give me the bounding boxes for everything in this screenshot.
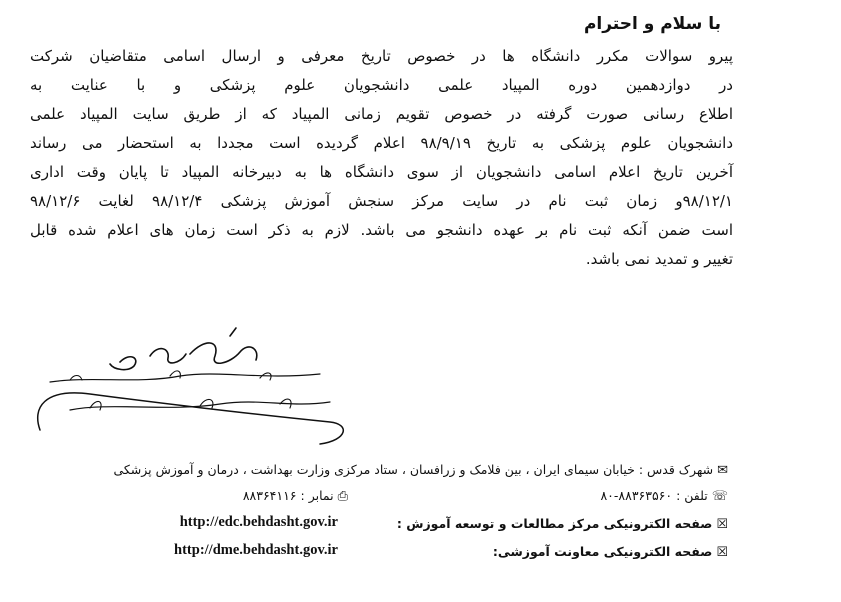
phone-label: تلفن : <box>676 488 708 503</box>
dme-label: صفحه الکترونیکی معاونت آموزشی: <box>492 544 713 559</box>
footer-edc-row <box>397 516 728 532</box>
letter-footer <box>108 458 728 578</box>
letter-body <box>30 42 733 274</box>
fax-number: ۸۸۳۶۴۱۱۶ <box>242 488 297 503</box>
phone-icon: ☏ <box>711 489 728 504</box>
footer-fax-row <box>243 488 348 504</box>
body-line: پیرو سوالات مکرر دانشگاه ها در خصوص تاریخ معرفی و ارسال اسامی متقاضیان شرکت <box>30 47 733 65</box>
footer-phone-row <box>600 488 728 504</box>
body-line: ۹۸/۱۲/۱و زمان ثبت نام در سایت مرکز سنجش آموزش پزشکی ۹۸/۱۲/۴ لغایت ۹۸/۱۲/۶ <box>30 192 733 210</box>
phone-number: ۸۸۳۶۳۵۶۰-۸۰ <box>600 488 673 503</box>
edc-url[interactable]: http://edc.behdasht.gov.ir <box>179 514 338 530</box>
fax-label: نمابر : <box>300 488 334 503</box>
dme-url[interactable]: http://dme.behdasht.gov.ir <box>174 542 338 558</box>
body-line: دانشجویان علوم پزشکی به تاریخ ۹۸/۹/۱۹ اعلام گردیده است مجددا به استحضار می رساند <box>30 134 734 152</box>
footer-dme-row <box>493 544 728 560</box>
body-line: آخرین تاریخ اعلام اسامی دانشجویان از سوی دانشگاه ها به دبیرخانه المپیاد تا پایان وقت اداری <box>30 163 733 181</box>
body-line: در دوازدهمین دوره المپیاد علمی دانشجویان علوم پزشکی و با عنایت به <box>30 76 733 94</box>
web-box-icon: ☒ <box>716 545 728 560</box>
body-line: تغییر و تمدید نمی باشد. <box>585 250 733 268</box>
footer-address-row <box>113 462 728 478</box>
edc-label: صفحه الکترونیکی مرکز مطالعات و توسعه آموزش : <box>396 516 713 531</box>
fax-icon: ⎙ <box>337 489 348 504</box>
body-line: اطلاع رسانی صورت گرفته در خصوص تقویم زمانی المپیاد که از طریق سایت المپیاد علمی <box>30 105 733 123</box>
web-box-icon: ☒ <box>716 517 728 532</box>
greeting: با سلام و احترام <box>583 14 721 34</box>
address-icon: ✉ <box>717 463 728 478</box>
footer-address: شهرک قدس : خیابان سیمای ایران ، بین فلامک و زرافسان ، ستاد مرکزی وزارت بهداشت ، درمان و آموزش پزشکی <box>113 462 714 477</box>
body-line: است ضمن آنکه ثبت نام بر عهده دانشجو می باشد. لازم به ذکر است زمان های اعلام شده قابل <box>30 221 733 239</box>
handwritten-signature <box>30 318 350 458</box>
